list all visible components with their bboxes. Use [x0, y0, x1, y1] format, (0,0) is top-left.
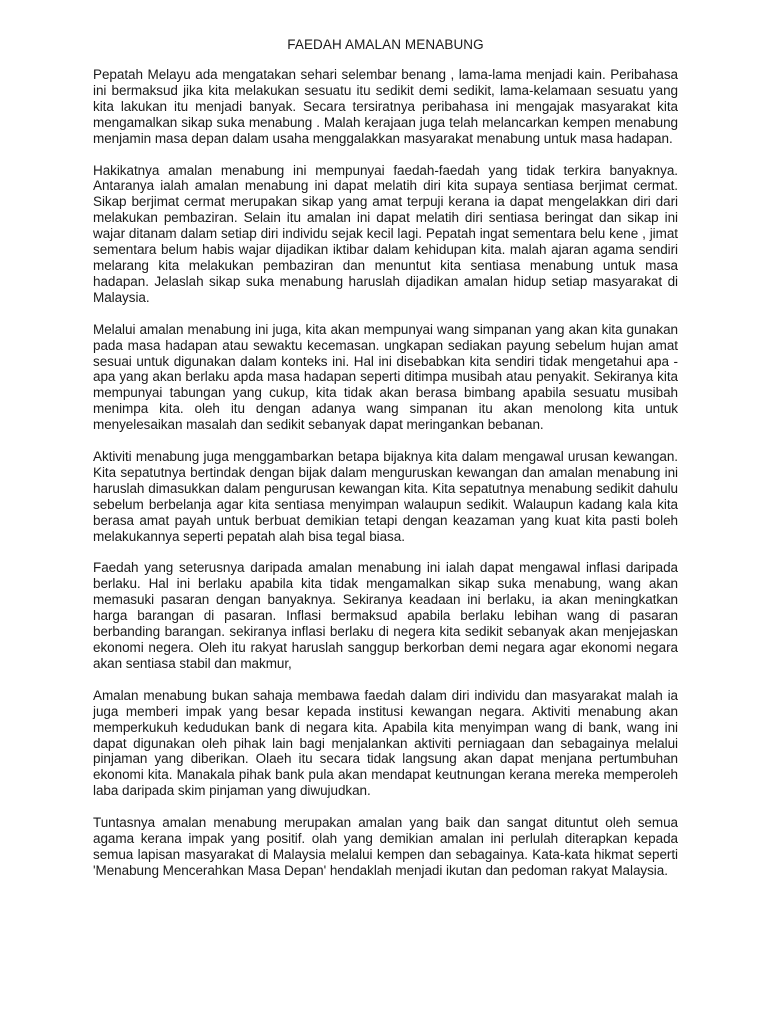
paragraph-intro: Pepatah Melayu ada mengatakan sehari selembar benang , lama-lama menjadi kain. Peribahasa ini bermaksud jika kita melakukan sesuatu itu sedikit demi sedikit, lama-kelamaan sesuatu yang kita lakukan itu menjadi banyak. Secara tersiratnya peribahasa ini mengajak masyarakat kita mengamalkan sikap suka menabung . Malah kerajaan juga telah melancarkan kempen menabung menjamin masa depan dalam usaha menggalakkan masyarakat menabung untuk masa hadapan. — [93, 67, 678, 146]
paragraph-wang-simpanan: Melalui amalan menabung ini juga, kita akan mempunyai wang simpanan yang akan kita gunakan pada masa hadapan atau sewaktu kecemasan. ungkapan sediakan payung sebelum hujan amat sesuai untuk digunakan dalam konteks ini. Hal ini disebabkan kita sendiri tidak mengetahui apa -apa yang akan berlaku apda masa hadapan seperti ditimpa musibah atau penyakit. Sekiranya kita mempunyai tabungan yang cukup, kita tidak akan berasa bimbang apabila sesuatu musibah menimpa kita. oleh itu dengan adanya wang simpanan itu akan menolong kita untuk menyelesaikan masalah dan sedikit sebanyak dapat meringankan bebanan. — [93, 321, 678, 433]
paragraph-berjimat-cermat: Hakikatnya amalan menabung ini mempunyai faedah-faedah yang tidak terkira banyaknya. Antaranya ialah amalan menabung ini dapat melatih diri kita supaya sentiasa berjimat cermat. Sikap berjimat cermat merupakan sikap yang amat terpuji kerana ia dapat mengelakkan diri dari melakukan pembaziran. Selain itu amalan ini dapat melatih diri sentiasa beringat dan sikap ini wajar ditanam dalam setiap diri individu sejak kecil lagi. Pepatah ingat sementara belu kene , jimat sementara belum habis wajar dijadikan iktibar dalam kehidupan kita. malah ajaran agama sendiri melarang kita melakukan pembaziran dan menuntut kita sentiasa menabung untuk masa hadapan. Jelaslah sikap suka menabung haruslah dijadikan amalan hidup setiap masyarakat di Malaysia. — [93, 162, 678, 305]
paragraph-urusan-kewangan: Aktiviti menabung juga menggambarkan betapa bijaknya kita dalam mengawal urusan kewangan. Kita sepatutnya bertindak dengan bijak dalam menguruskan kewangan dan amalan menabung ini haruslah dimasukkan dalam pengurusan kewangan kita. Kita sepatutnya menabung sedikit dahulu sebelum berbelanja agar kita sentiasa menyimpan walaupun sedikit. Walaupun kadang kala kita berasa amat payah untuk berbuat demikian tetapi dengan keazaman yang kuat kita pasti boleh melakukannya seperti pepatah alah bisa tegal biasa. — [93, 449, 678, 544]
paragraph-mengawal-inflasi: Faedah yang seterusnya daripada amalan menabung ini ialah dapat mengawal inflasi daripada berlaku. Hal ini berlaku apabila kita tidak mengamalkan sikap suka menabung, wang akan memasuki pasaran dengan banyaknya. Sekiranya keadaan ini berlaku, ia akan meningkatkan harga barangan di pasaran. Inflasi bermaksud apabila berlaku lebihan wang di pasaran berbanding barangan. sekiranya inflasi berlaku di negera kita sedikit sebanyak akan menjejaskan ekonomi negera. Oleh itu rakyat haruslah sanggup berkorban demi negara agar ekonomi negara akan sentiasa stabil dan makmur, — [93, 560, 678, 671]
document-title: FAEDAH AMALAN MENABUNG — [287, 37, 484, 52]
paragraph-institusi-kewangan: Amalan menabung bukan sahaja membawa faedah dalam diri individu dan masyarakat malah ia juga memberi impak yang besar kepada institusi kewangan negara. Aktiviti menabung akan memperkukuh kedudukan bank di negara kita. Apabila kita menyimpan wang di bank, wang ini dapat digunakan oleh pihak lain bagi menjalankan aktiviti perniagaan dan sebagainya melalui pinjaman yang diberikan. Olaeh itu secara tidak langsung akan dapat menjana pertumbuhan ekonomi kita. Manakala pihak bank pula akan mendapat keutnungan kerana mereka memperoleh laba daripada skim pinjaman yang diwujudkan. — [93, 687, 678, 799]
paragraph-kesimpulan: Tuntasnya amalan menabung merupakan amalan yang baik dan sangat dituntut oleh semua agama kerana impak yang positif. olah yang demikian amalan ini perlulah diterapkan kepada semua lapisan masyarakat di Malaysia melalui kempen dan sebagainya. Kata-kata hikmat seperti 'Menabung Mencerahkan Masa Depan' hendaklah menjadi ikutan dan pedoman rakyat Malaysia. — [93, 815, 678, 878]
